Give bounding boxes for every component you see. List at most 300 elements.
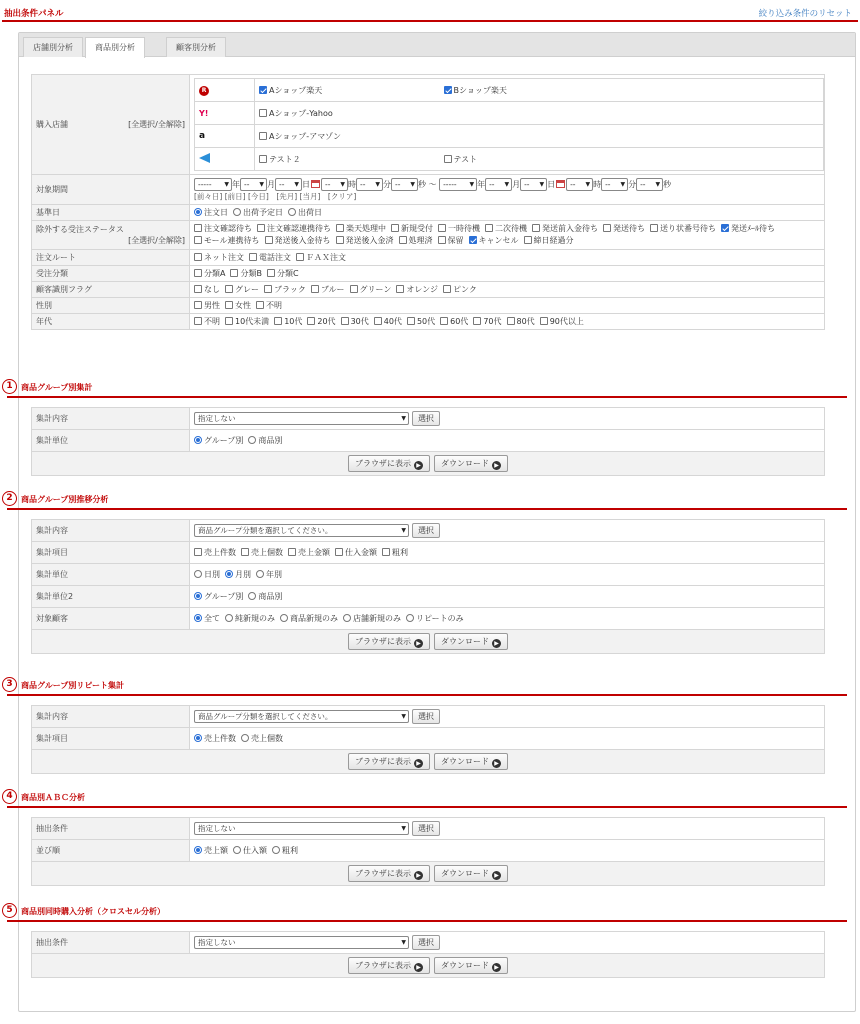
button-label: ダウンロード: [441, 869, 489, 878]
row-value: [190, 586, 825, 608]
end-day-select[interactable]: -- ▼: [520, 178, 547, 191]
tab-product-analysis[interactable]: 商品別分析: [85, 37, 145, 58]
excluded-status-option[interactable]: [438, 235, 464, 247]
gender-options: [190, 298, 825, 314]
excluded-status-checkbox[interactable]: [650, 224, 658, 232]
order-route-option[interactable]: [249, 252, 291, 263]
content-select[interactable]: 指定しない ▼: [194, 412, 409, 425]
order-category-checkbox[interactable]: [194, 269, 202, 277]
section-option[interactable]: [194, 547, 236, 558]
order-route-option[interactable]: [296, 252, 346, 263]
excluded-status-option[interactable]: [650, 223, 716, 235]
gender-checkbox[interactable]: [194, 301, 202, 309]
section-option[interactable]: [272, 845, 298, 856]
section-option-label: 商品新規のみ: [290, 614, 338, 623]
shop-checkbox[interactable]: [259, 109, 267, 117]
gender-checkbox[interactable]: [256, 301, 264, 309]
select-button[interactable]: 選択: [412, 821, 440, 836]
action-cell: [32, 630, 825, 654]
excluded-status-checkbox[interactable]: [336, 224, 344, 232]
show-in-browser-button[interactable]: [348, 753, 430, 770]
shop-option[interactable]: [259, 131, 341, 142]
row-label: 集計項目: [32, 728, 190, 750]
excluded-status-checkbox[interactable]: [265, 236, 273, 244]
age-checkbox[interactable]: [540, 317, 548, 325]
row-label: 集計項目: [32, 542, 190, 564]
content-select[interactable]: 商品グループ分類を選択してください。 ▼: [194, 524, 409, 537]
age-label: 年代: [32, 314, 190, 330]
calendar-icon[interactable]: [556, 180, 565, 188]
order-route-checkbox[interactable]: [194, 253, 202, 261]
action-row: [32, 750, 825, 774]
button-label: ダウンロード: [441, 757, 489, 766]
excluded-status-option[interactable]: [532, 223, 598, 235]
customer-flag-options: [190, 282, 825, 298]
section-option[interactable]: [225, 613, 275, 624]
section-header: [7, 902, 847, 922]
age-option-label: 70代: [483, 317, 502, 326]
customer-flag-option-label: なし: [204, 285, 220, 294]
unit-label: 秒: [663, 180, 672, 189]
excluded-status-checkbox[interactable]: [336, 236, 344, 244]
section-2: [6, 490, 857, 654]
order-category-option[interactable]: [267, 268, 299, 279]
section-radio[interactable]: [194, 846, 202, 854]
form-row: [32, 728, 825, 750]
start-day-select[interactable]: -- ▼: [275, 178, 302, 191]
end-month-select[interactable]: -- ▼: [485, 178, 512, 191]
show-in-browser-button[interactable]: [348, 957, 430, 974]
order-route-label: 注文ルート: [32, 250, 190, 266]
age-checkbox[interactable]: [407, 317, 415, 325]
age-checkbox[interactable]: [507, 317, 515, 325]
excluded-status-checkbox[interactable]: [257, 224, 265, 232]
section-option-label: グループ別: [204, 592, 244, 601]
excluded-status-toggle-all[interactable]: [全選択/全解除]: [128, 236, 185, 245]
age-option[interactable]: [540, 316, 584, 327]
section-radio[interactable]: [343, 614, 351, 622]
shop-option[interactable]: [444, 85, 507, 96]
age-option[interactable]: [225, 316, 269, 327]
excluded-status-option-label: 楽天処理中: [346, 224, 386, 233]
gender-option[interactable]: [225, 300, 251, 311]
end-sec-select[interactable]: -- ▼: [636, 178, 663, 191]
section-option[interactable]: [335, 547, 377, 558]
excluded-status-option-label: 発送待ち: [613, 224, 645, 233]
age-checkbox[interactable]: [341, 317, 349, 325]
shop-cell: [255, 148, 440, 171]
gender-option-label: 不明: [266, 301, 282, 310]
section-option-label: 全て: [204, 614, 220, 623]
section-option[interactable]: [248, 591, 282, 602]
section-radio[interactable]: [272, 846, 280, 854]
section-radio[interactable]: [248, 592, 256, 600]
section-number-badge: 3: [2, 677, 17, 692]
excluded-status-checkbox[interactable]: [194, 224, 202, 232]
base-date-options: [190, 205, 825, 221]
section-radio[interactable]: [194, 592, 202, 600]
section-option-label: 店舗新規のみ: [353, 614, 401, 623]
excluded-status-checkbox[interactable]: [532, 224, 540, 232]
base-date-option[interactable]: [288, 207, 322, 218]
form-row: [32, 840, 825, 862]
section-option[interactable]: [288, 547, 330, 558]
excluded-status-checkbox[interactable]: [721, 224, 729, 232]
arrow-right-icon: ▶: [492, 759, 501, 768]
section-radio[interactable]: [225, 570, 233, 578]
age-options: [190, 314, 825, 330]
shop-checkbox[interactable]: [259, 155, 267, 163]
age-option[interactable]: [440, 316, 468, 327]
section-option[interactable]: [225, 569, 251, 580]
select-button[interactable]: 選択: [412, 935, 440, 950]
shop-checkbox[interactable]: [444, 155, 452, 163]
section-radio[interactable]: [280, 614, 288, 622]
section-option[interactable]: [194, 845, 228, 856]
section-title: 商品別ＡＢＣ分析: [21, 793, 85, 802]
age-checkbox[interactable]: [194, 317, 202, 325]
section-header: [7, 490, 847, 510]
period-quick-links[interactable]: [前々日] [前日] [今日] [先月] [当月] [クリア]: [194, 192, 357, 201]
customer-flag-option[interactable]: [194, 284, 220, 295]
section-option-label: 売上額: [204, 846, 228, 855]
section-1: [6, 378, 857, 476]
age-checkbox[interactable]: [440, 317, 448, 325]
age-option-label: 不明: [204, 317, 220, 326]
unit-label: 時: [348, 180, 356, 189]
section-radio[interactable]: [248, 436, 256, 444]
age-checkbox[interactable]: [274, 317, 282, 325]
section-checkbox[interactable]: [288, 548, 296, 556]
customer-flag-option[interactable]: [350, 284, 392, 295]
excluded-status-option[interactable]: [469, 235, 519, 247]
customer-flag-option[interactable]: [443, 284, 477, 295]
excluded-status-option[interactable]: [265, 235, 331, 247]
age-option-label: 90代以上: [549, 317, 584, 326]
select-button[interactable]: 選択: [412, 411, 440, 426]
section-checkbox[interactable]: [194, 548, 202, 556]
tab-store-analysis[interactable]: 店舗別分析: [23, 37, 83, 57]
section-option[interactable]: [248, 435, 282, 446]
base-date-radio[interactable]: [194, 208, 202, 216]
section-option-label: グループ別: [204, 436, 244, 445]
section-number-badge: 5: [2, 903, 17, 918]
action-cell: [32, 862, 825, 886]
row-value: [190, 608, 825, 630]
section-title: 商品グループ別集計: [21, 383, 93, 392]
section-option-label: 日別: [204, 570, 220, 579]
section-number-badge: 1: [2, 379, 17, 394]
start-year-select[interactable]: ----- ▼: [194, 178, 232, 191]
arrow-right-icon: ▶: [492, 639, 501, 648]
shop-cell: [255, 125, 824, 148]
excluded-status-options: [190, 221, 825, 250]
excluded-status-option[interactable]: [485, 223, 527, 235]
filter-panel: [6, 32, 856, 1012]
section-radio[interactable]: [225, 614, 233, 622]
section-radio[interactable]: [406, 614, 414, 622]
section-option[interactable]: [343, 613, 401, 624]
section-option-label: 売上個数: [251, 548, 283, 557]
age-checkbox[interactable]: [225, 317, 233, 325]
excluded-status-checkbox[interactable]: [485, 224, 493, 232]
age-option[interactable]: [341, 316, 369, 327]
section-radio[interactable]: [256, 570, 264, 578]
row-label: 集計単位: [32, 564, 190, 586]
base-date-option[interactable]: [233, 207, 283, 218]
age-option-label: 80代: [516, 317, 535, 326]
section-option[interactable]: [194, 435, 243, 446]
shop-option[interactable]: [444, 154, 478, 165]
excluded-status-option[interactable]: [194, 223, 252, 235]
shops-cell: [190, 75, 825, 175]
excluded-status-checkbox[interactable]: [399, 236, 407, 244]
period-label: 対象期間: [32, 175, 190, 205]
excluded-status-checkbox[interactable]: [194, 236, 202, 244]
order-category-checkbox[interactable]: [230, 269, 238, 277]
age-option[interactable]: [473, 316, 501, 327]
excluded-status-option-label: 一時待機: [448, 224, 480, 233]
download-button[interactable]: [434, 865, 508, 882]
section-option[interactable]: [241, 547, 283, 558]
excluded-status-option[interactable]: [336, 223, 386, 235]
age-checkbox[interactable]: [473, 317, 481, 325]
section-radio[interactable]: [194, 614, 202, 622]
base-date-radio[interactable]: [233, 208, 241, 216]
excluded-status-option[interactable]: [721, 223, 775, 235]
calendar-icon[interactable]: [311, 180, 320, 188]
content-select[interactable]: 指定しない ▼: [194, 822, 409, 835]
base-date-option-label: 出荷日: [298, 208, 322, 217]
arrow-right-icon: ▶: [414, 461, 423, 470]
shop-option[interactable]: [259, 154, 301, 165]
section-checkbox[interactable]: [382, 548, 390, 556]
section-option-label: 商品別: [258, 592, 283, 601]
start-min-select[interactable]: -- ▼: [356, 178, 383, 191]
shop-option[interactable]: [259, 108, 333, 119]
excluded-status-option[interactable]: [603, 223, 645, 235]
shop-option[interactable]: [259, 85, 322, 96]
button-label: ダウンロード: [441, 637, 489, 646]
customer-flag-option-label: ブルー: [320, 285, 345, 294]
excluded-status-option[interactable]: [524, 235, 574, 247]
shop-checkbox[interactable]: [259, 86, 267, 94]
shop-option-label: Aショップ-Yahoo: [269, 108, 333, 118]
start-sec-select[interactable]: -- ▼: [391, 178, 418, 191]
shop-icon-cell: [195, 102, 255, 125]
customer-flag-checkbox[interactable]: [264, 285, 272, 293]
excluded-status-option-label: 発送前入金待ち: [542, 224, 598, 233]
period-tilde: 〜: [426, 180, 440, 189]
row-label: 抽出条件: [32, 818, 190, 840]
section-option-label: 商品別: [258, 436, 283, 445]
excluded-status-option-label: 二次待機: [495, 224, 527, 233]
row-value: [190, 818, 825, 840]
excluded-status-option-label: 発送後入金待ち: [274, 236, 331, 245]
excluded-status-option[interactable]: [336, 235, 394, 247]
base-date-radio[interactable]: [288, 208, 296, 216]
order-category-checkbox[interactable]: [267, 269, 275, 277]
age-option[interactable]: [274, 316, 302, 327]
show-in-browser-button[interactable]: [348, 865, 430, 882]
show-in-browser-button[interactable]: [348, 455, 430, 472]
excluded-status-checkbox[interactable]: [469, 236, 477, 244]
unit-label: 分: [383, 180, 391, 189]
excluded-status-checkbox[interactable]: [391, 224, 399, 232]
customer-flag-checkbox[interactable]: [311, 285, 319, 293]
arrow-right-icon: ▶: [492, 963, 501, 972]
gender-option[interactable]: [256, 300, 282, 311]
row-value: [190, 542, 825, 564]
customer-flag-checkbox[interactable]: [350, 285, 358, 293]
unit-label: 秒: [418, 180, 426, 189]
shop-cell: [440, 79, 824, 102]
section-option[interactable]: [233, 845, 267, 856]
unit-label: 月: [512, 180, 521, 189]
section-option-label: 粗利: [282, 846, 298, 855]
shop-checkbox[interactable]: [259, 132, 267, 140]
excluded-status-checkbox[interactable]: [438, 236, 446, 244]
shop-option-label: Bショップ楽天: [453, 85, 507, 95]
section-3: [6, 676, 857, 774]
excluded-status-option[interactable]: [391, 223, 433, 235]
order-route-checkbox[interactable]: [249, 253, 257, 261]
section-option[interactable]: [194, 613, 220, 624]
shop-option-label: テスト２: [269, 154, 301, 164]
shops-label: 購入店舗: [36, 120, 68, 129]
customer-flag-checkbox[interactable]: [225, 285, 233, 293]
section-option-label: 売上個数: [251, 734, 283, 743]
order-route-option[interactable]: [194, 252, 244, 263]
customer-flag-checkbox[interactable]: [443, 285, 451, 293]
action-cell: [32, 750, 825, 774]
excluded-status-option[interactable]: [257, 223, 331, 235]
section-option[interactable]: [406, 613, 464, 624]
section-option[interactable]: [256, 569, 282, 580]
excluded-status-option[interactable]: [438, 223, 480, 235]
start-month-select[interactable]: -- ▼: [240, 178, 267, 191]
select-button[interactable]: 選択: [412, 523, 440, 538]
section-radio[interactable]: [194, 436, 202, 444]
age-option[interactable]: [407, 316, 435, 327]
customer-flag-option[interactable]: [225, 284, 259, 295]
section-option[interactable]: [194, 733, 236, 744]
order-route-options: [190, 250, 825, 266]
download-button[interactable]: [434, 753, 508, 770]
select-button[interactable]: 選択: [412, 709, 440, 724]
customer-flag-checkbox[interactable]: [396, 285, 404, 293]
customer-flag-checkbox[interactable]: [194, 285, 202, 293]
shop-row: [195, 148, 824, 171]
age-checkbox[interactable]: [374, 317, 382, 325]
age-option[interactable]: [307, 316, 335, 327]
action-cell: [32, 954, 825, 978]
order-category-option[interactable]: [194, 268, 225, 279]
age-checkbox[interactable]: [307, 317, 315, 325]
end-hour-select[interactable]: -- ▼: [566, 178, 593, 191]
row-value: [190, 728, 825, 750]
row-label: 対象顧客: [32, 608, 190, 630]
reset-filters-link[interactable]: 絞り込み条件のリセット: [758, 9, 852, 19]
section-option[interactable]: [280, 613, 338, 624]
row-label: 並び順: [32, 840, 190, 862]
arrow-right-icon: ▶: [414, 963, 423, 972]
start-hour-select[interactable]: -- ▼: [321, 178, 348, 191]
content-select[interactable]: 商品グループ分類を選択してください。 ▼: [194, 710, 409, 723]
excluded-status-option[interactable]: [194, 235, 260, 247]
end-min-select[interactable]: -- ▼: [601, 178, 628, 191]
button-label: ダウンロード: [441, 961, 489, 970]
age-option-label: 40代: [383, 317, 402, 326]
section-form-table: [31, 931, 825, 978]
age-option[interactable]: [374, 316, 402, 327]
gender-option[interactable]: [194, 300, 220, 311]
age-option[interactable]: [194, 316, 220, 327]
age-option[interactable]: [507, 316, 535, 327]
excluded-status-checkbox[interactable]: [438, 224, 446, 232]
section-option-label: 仕入額: [243, 846, 267, 855]
section-option[interactable]: [241, 733, 283, 744]
shop-checkbox[interactable]: [444, 86, 452, 94]
button-label: ブラウザに表示: [355, 459, 411, 468]
show-in-browser-button[interactable]: [348, 633, 430, 650]
customer-flag-option-label: グレー: [235, 285, 259, 294]
action-row: [32, 452, 825, 476]
form-row: [32, 706, 825, 728]
section-checkbox[interactable]: [241, 548, 249, 556]
form-row: [32, 932, 825, 954]
excluded-status-checkbox[interactable]: [524, 236, 532, 244]
customer-flag-option[interactable]: [396, 284, 438, 295]
content-select[interactable]: 指定しない ▼: [194, 936, 409, 949]
order-category-option-label: 分類C: [276, 269, 299, 278]
shop-option-label: テスト: [453, 154, 478, 164]
shops-toggle-all[interactable]: [全選択/全解除]: [128, 120, 185, 129]
section-radio[interactable]: [233, 846, 241, 854]
row-label: 集計単位2: [32, 586, 190, 608]
period-inputs: [194, 178, 820, 191]
tab-customer-analysis[interactable]: 顧客別分析: [166, 37, 226, 57]
common-filters-table: [31, 74, 825, 330]
section-radio[interactable]: [194, 570, 202, 578]
order-category-option[interactable]: [230, 268, 262, 279]
arrow-right-icon: ▶: [492, 461, 501, 470]
section-checkbox[interactable]: [335, 548, 343, 556]
section-form-table: [31, 817, 825, 886]
customer-flag-option[interactable]: [311, 284, 345, 295]
gender-checkbox[interactable]: [225, 301, 233, 309]
section-5: [6, 902, 857, 978]
order-route-checkbox[interactable]: [296, 253, 304, 261]
download-button[interactable]: [434, 957, 508, 974]
row-value: [190, 564, 825, 586]
section-option[interactable]: [382, 547, 408, 558]
base-date-option[interactable]: [194, 207, 228, 218]
gender-label: 性別: [32, 298, 190, 314]
section-form-table: [31, 705, 825, 774]
end-year-select[interactable]: ----- ▼: [439, 178, 477, 191]
excluded-status-checkbox[interactable]: [603, 224, 611, 232]
section-radio[interactable]: [241, 734, 249, 742]
customer-flag-option[interactable]: [264, 284, 306, 295]
download-button[interactable]: [434, 633, 508, 650]
section-option[interactable]: [194, 569, 220, 580]
section-option[interactable]: [194, 591, 243, 602]
excluded-status-option[interactable]: [399, 235, 433, 247]
section-radio[interactable]: [194, 734, 202, 742]
excluded-status-option-label: 保留: [447, 236, 464, 245]
download-button[interactable]: [434, 455, 508, 472]
